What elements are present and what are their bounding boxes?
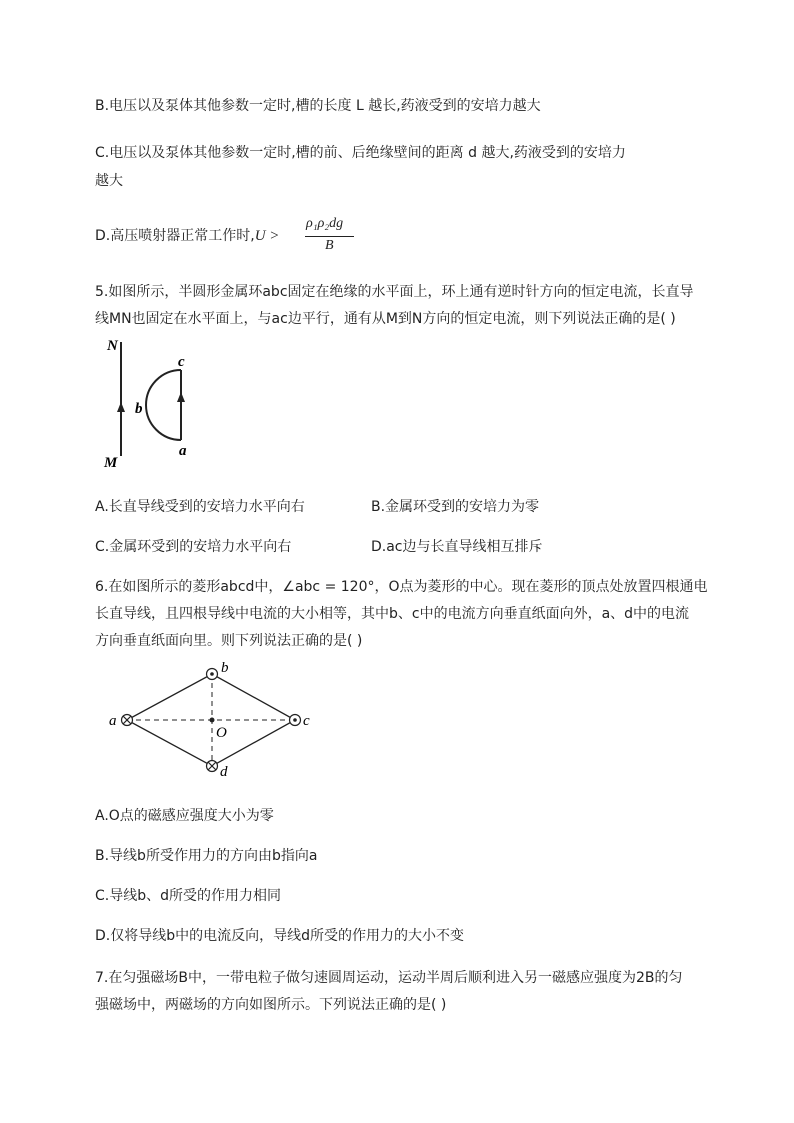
label-n: N	[107, 338, 118, 354]
q4-option-b: B.电压以及泵体其他参数一定时,槽的长度 L 越长,药液受到的安培力越大	[95, 98, 541, 114]
q5-option-b: B.金属环受到的安培力为零	[371, 499, 540, 515]
wire-d-into-page-icon	[207, 761, 218, 772]
label-d: d	[220, 764, 228, 780]
label-a: a	[109, 713, 117, 729]
label-a: a	[179, 443, 187, 459]
q4-option-d-lhs: U >	[254, 228, 280, 244]
label-o: O	[216, 725, 227, 741]
q6-option-a: A.O点的磁感应强度大小为零	[95, 808, 274, 824]
center-point-o	[210, 718, 215, 723]
q6-stem-line1: 6.在如图所示的菱形abcd中，∠abc = 120°，O点为菱形的中心。现在菱形的顶点处放置四根通电	[95, 579, 708, 595]
q4-option-d	[95, 226, 279, 246]
q5-option-a: A.长直导线受到的安培力水平向右	[95, 499, 305, 515]
semicircle-ring	[146, 370, 181, 440]
ac-current-arrow	[177, 392, 185, 402]
q6-option-d: D.仅将导线b中的电流反向，导线d所受的作用力的大小不变	[95, 928, 465, 944]
q5-option-d: D.ac边与长直导线相互排斥	[371, 539, 543, 555]
q4-option-d-denominator: B	[325, 238, 334, 253]
label-b: b	[135, 401, 143, 417]
q6-option-b: B.导线b所受作用力的方向由b指向a	[95, 848, 318, 864]
q7-stem-line1: 7.在匀强磁场B中，一带电粒子做匀速圆周运动，运动半周后顺利进入另一磁感应强度为2B的匀	[95, 970, 683, 986]
q4-option-c-line2: 越大	[95, 173, 123, 189]
q6-figure	[95, 655, 325, 785]
q5-figure	[95, 330, 205, 480]
q4-option-c-line1: C.电压以及泵体其他参数一定时,槽的前、后绝缘壁间的距离 d 越大,药液受到的安培力	[95, 145, 626, 161]
q7-stem-line2: 强磁场中，两磁场的方向如图所示。下列说法正确的是( )	[95, 997, 447, 1013]
q5-stem-line1: 5.如图所示，半圆形金属环abc固定在绝缘的水平面上，环上通有逆时针方向的恒定电流，长直导	[95, 284, 694, 300]
label-b: b	[221, 660, 229, 676]
label-c: c	[303, 713, 310, 729]
wire-c-out-of-page-icon	[290, 715, 301, 726]
q5-option-c: C.金属环受到的安培力水平向右	[95, 539, 292, 555]
fraction-bar	[305, 236, 354, 237]
q6-option-c: C.导线b、d所受的作用力相同	[95, 888, 281, 904]
q5-stem-line2: 线MN也固定在水平面上，与ac边平行，通有从M到N方向的恒定电流，则下列说法正确的是( )	[95, 311, 676, 327]
q6-stem-line3: 方向垂直纸面向里。则下列说法正确的是( )	[95, 633, 363, 649]
wire-current-arrow	[117, 402, 125, 412]
q4-option-d-prefix: D.高压喷射器正常工作时,	[95, 228, 255, 244]
q4-option-d-numerator: ρ₁ρ₂dg	[306, 216, 344, 231]
wire-b-out-of-page-icon	[207, 669, 218, 680]
wire-a-into-page-icon	[122, 715, 133, 726]
q6-stem-line2: 长直导线，且四根导线中电流的大小相等，其中b、c中的电流方向垂直纸面向外，a、d中的电流	[95, 606, 690, 622]
label-c: c	[178, 354, 185, 370]
label-m: M	[104, 455, 118, 471]
